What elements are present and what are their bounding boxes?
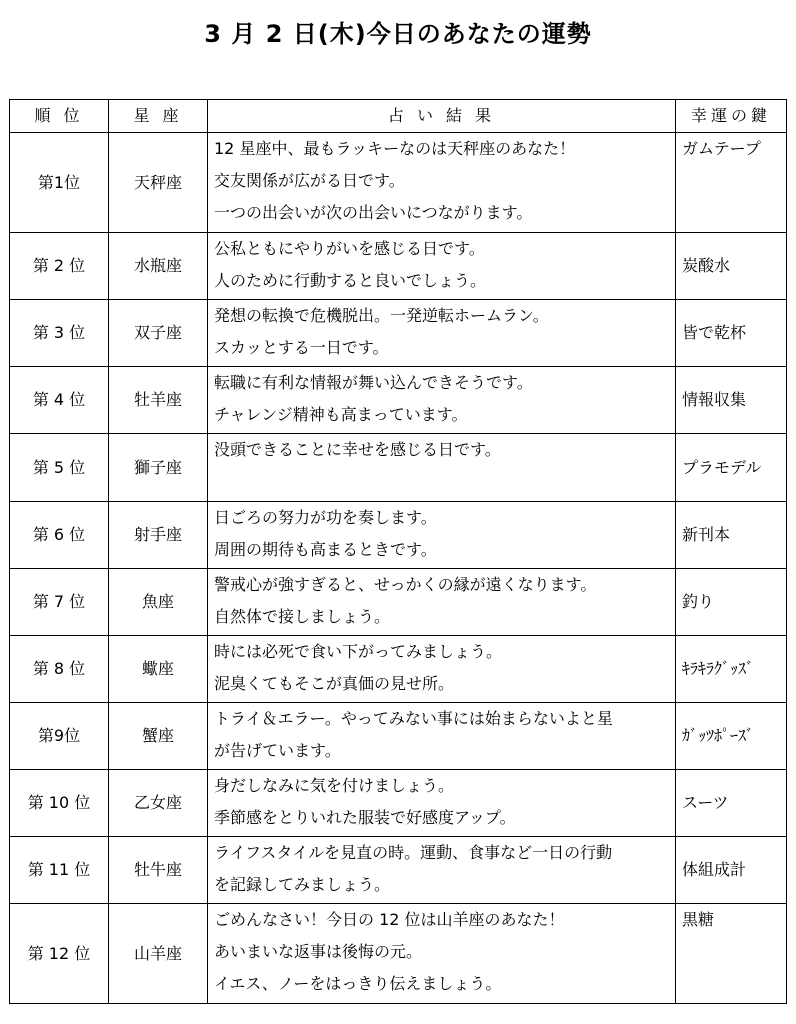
fortune-line: チャレンジ精神も高まっています。 [214, 405, 468, 424]
fortune-line: 発想の転換で危機脱出。一発逆転ホームラン。 [214, 306, 549, 325]
lucky-key-cell: ガムテープ [676, 133, 787, 233]
table-row [10, 569, 787, 636]
lucky-key-cell: 炭酸水 [676, 233, 787, 300]
zodiac-sign-cell: 蠍座 [109, 636, 208, 703]
fortune-line: 交友関係が広がる日です。 [214, 171, 405, 190]
fortune-line: 12 星座中、最もラッキーなのは天秤座のあなた！ [214, 139, 576, 158]
zodiac-sign-cell: 蟹座 [109, 703, 208, 770]
fortune-result-cell [208, 770, 676, 837]
fortune-line: スカッとする一日です。 [214, 338, 389, 357]
fortune-result-cell [208, 569, 676, 636]
fortune-line: 人のために行動すると良いでしょう。 [214, 271, 487, 290]
fortune-line: 周囲の期待も高まるときです。 [214, 540, 437, 559]
table-row [10, 300, 787, 367]
fortune-result-cell [208, 904, 676, 1004]
table-row [10, 233, 787, 300]
zodiac-sign-cell: 牡牛座 [109, 837, 208, 904]
fortune-line: ごめんなさい！今日の 12 位は山羊座のあなた！ [214, 910, 565, 929]
fortune-line: 時には必死で食い下がってみましょう。 [214, 642, 503, 661]
rank-cell: 第9位 [10, 703, 109, 770]
page-title: 3 月 2 日(木)今日のあなたの運勢 [204, 20, 592, 48]
lucky-key-cell: スーツ [676, 770, 787, 837]
zodiac-sign-cell: 乙女座 [109, 770, 208, 837]
lucky-key-cell: ｷﾗｷﾗｸﾞｯｽﾞ [676, 636, 787, 703]
lucky-key-cell: 情報収集 [676, 367, 787, 434]
fortune-rows [10, 133, 787, 1004]
rank-cell: 第 4 位 [10, 367, 109, 434]
fortune-line: 転職に有利な情報が舞い込んできそうです。 [214, 373, 533, 392]
header-sign: 星 座 [109, 100, 208, 133]
fortune-line: 警戒心が強すぎると、せっかくの縁が遠くなります。 [214, 575, 597, 594]
rank-cell: 第 5 位 [10, 434, 109, 502]
table-row [10, 770, 787, 837]
fortune-line: ライフスタイルを見直の時。運動、食事など一日の行動 [214, 843, 613, 862]
zodiac-sign-cell: 獅子座 [109, 434, 208, 502]
zodiac-sign-cell: 水瓶座 [109, 233, 208, 300]
header-result: 占 い 結 果 [208, 100, 676, 133]
fortune-line: あいまいな返事は後悔の元。 [214, 942, 423, 961]
zodiac-sign-cell: 山羊座 [109, 904, 208, 1004]
fortune-line: 身だしなみに気を付けましょう。 [214, 776, 455, 795]
rank-cell: 第 10 位 [10, 770, 109, 837]
lucky-key-cell: 体組成計 [676, 837, 787, 904]
fortune-line: 泥臭くてもそこが真価の見せ所。 [214, 674, 455, 693]
table-row [10, 904, 787, 1004]
table-row [10, 133, 787, 233]
lucky-key-cell: ｶﾞｯﾂﾎﾟｰｽﾞ [676, 703, 787, 770]
rank-cell: 第 7 位 [10, 569, 109, 636]
lucky-key-cell: プラモデル [676, 434, 787, 502]
fortune-result-cell [208, 636, 676, 703]
fortune-line: 自然体で接しましょう。 [214, 607, 391, 626]
rank-cell: 第 2 位 [10, 233, 109, 300]
fortune-line: イエス、ノーをはっきり伝えましょう。 [214, 974, 502, 993]
header-lucky-key: 幸運の鍵 [676, 100, 787, 133]
rank-cell: 第 12 位 [10, 904, 109, 1004]
fortune-line [214, 466, 669, 498]
lucky-key-cell: 皆で乾杯 [676, 300, 787, 367]
fortune-result-cell [208, 233, 676, 300]
lucky-key-cell: 黒糖 [676, 904, 787, 1004]
rank-cell: 第 11 位 [10, 837, 109, 904]
fortune-line: トライ＆エラー。やってみない事には始まらないよと星 [214, 709, 613, 728]
table-row [10, 636, 787, 703]
table-row [10, 703, 787, 770]
fortune-line: 一つの出会いが次の出会いにつながります。 [214, 203, 533, 222]
zodiac-sign-cell: 天秤座 [109, 133, 208, 233]
header-rank: 順 位 [10, 100, 109, 133]
fortune-line: 没頭できることに幸せを感じる日です。 [214, 440, 501, 459]
fortune-result-cell [208, 502, 676, 569]
header-row [10, 100, 787, 133]
fortune-line: 公私ともにやりがいを感じる日です。 [214, 239, 485, 258]
zodiac-sign-cell: 牡羊座 [109, 367, 208, 434]
fortune-line: 日ごろの努力が功を奏します。 [214, 508, 437, 527]
zodiac-sign-cell: 双子座 [109, 300, 208, 367]
fortune-result-cell [208, 133, 676, 233]
fortune-result-cell [208, 367, 676, 434]
fortune-line: を記録してみましょう。 [214, 875, 391, 894]
fortune-result-cell [208, 837, 676, 904]
rank-cell: 第1位 [10, 133, 109, 233]
fortune-line: 季節感をとりいれた服装で好感度アップ。 [214, 808, 516, 827]
table-row [10, 502, 787, 569]
table-row [10, 434, 787, 502]
lucky-key-cell: 新刊本 [676, 502, 787, 569]
rank-cell: 第 3 位 [10, 300, 109, 367]
rank-cell: 第 6 位 [10, 502, 109, 569]
fortune-result-cell [208, 703, 676, 770]
rank-cell: 第 8 位 [10, 636, 109, 703]
fortune-result-cell [208, 434, 676, 502]
table-row [10, 367, 787, 434]
zodiac-sign-cell: 射手座 [109, 502, 208, 569]
lucky-key-cell: 釣り [676, 569, 787, 636]
fortune-result-cell [208, 300, 676, 367]
zodiac-sign-cell: 魚座 [109, 569, 208, 636]
table-row [10, 837, 787, 904]
fortune-table [9, 99, 787, 1004]
fortune-line: が告げています。 [214, 741, 341, 760]
